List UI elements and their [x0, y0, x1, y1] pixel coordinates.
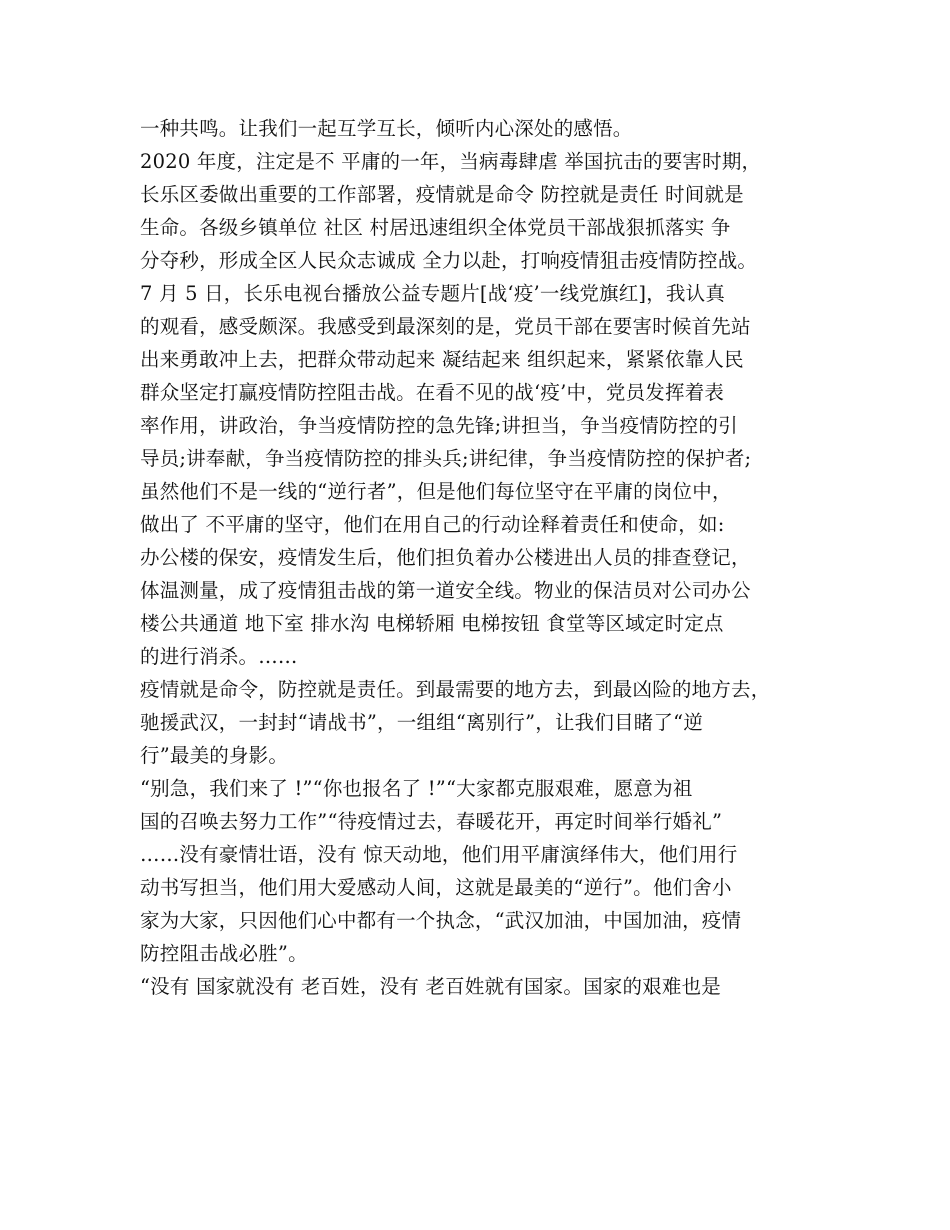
text-line: 导员;讲奉献，争当疫情防控的排头兵;讲纪律，争当疫情防控的保护者; [140, 447, 752, 470]
text-line: 防控阻击战必胜”。 [140, 942, 308, 965]
body-text [140, 112, 830, 1003]
text-line: “没有 国家就没有 老百姓，没有 老百姓就有国家。国家的艰难也是 [140, 975, 721, 998]
text-line: 群众坚定打赢疫情防控阻击战。在看不见的战‘疫’中，党员发挥着表 [140, 381, 725, 404]
text-line: 做出了 不平庸的坚守，他们在用自己的行动诠释着责任和使命，如: [140, 513, 725, 536]
text-line: 体温测量，成了疫情狙击战的第一道安全线。物业的保洁员对公司办公 [140, 579, 751, 602]
text-line: 办公楼的保安，疫情发生后，他们担负着办公楼进出人员的排查登记， [140, 546, 751, 569]
text-line: 率作用，讲政治，争当疫情防控的急先锋;讲担当，争当疫情防控的引 [140, 414, 738, 437]
text-line: 家为大家，只因他们心中都有一个执念，“武汉加油，中国加油，疫情 [140, 909, 742, 932]
text-line: 长乐区委做出重要的工作部署，疫情就是命令 防控就是责任 时间就是 [140, 183, 744, 206]
text-line: ……没有豪情壮语，没有 惊天动地，他们用平庸演绎伟大，他们用行 [140, 843, 738, 866]
text-line: 动书写担当，他们用大爱感动人间，这就是最美的“逆行”。他们舍小 [140, 876, 732, 899]
text-line: 分夺秒，形成全区人民众志诚成 全力以赴，打响疫情狙击疫情防控战。 [140, 249, 758, 272]
text-line: 国的召唤去努力工作”“待疫情过去，春暖花开，再定时间举行婚礼” [140, 810, 723, 833]
text-line: 楼公共通道 地下室 排水沟 电梯轿厢 电梯按钮 食堂等区域定时定点 [140, 612, 724, 635]
text-line: 行”最美的身影。 [140, 744, 289, 767]
text-line: 驰援武汉，一封封“请战书”，一组组“离别行”，让我们目睹了“逆 [140, 711, 704, 734]
text-line: 疫情就是命令，防控就是责任。到最需要的地方去，到最凶险的地方去， [140, 678, 771, 701]
text-line: 的观看，感受颇深。我感受到最深刻的是，党员干部在要害时候首先站 [140, 315, 751, 338]
text-line: 出来勇敢冲上去，把群众带动起来 凝结起来 组织起来，紧紧依靠人民 [140, 348, 744, 371]
text-line: 一种共鸣。让我们一起互学互长，倾听内心深处的感悟。 [140, 117, 633, 140]
text-line: 的进行消杀。…… [140, 645, 298, 668]
text-line: 生命。各级乡镇单位 社区 村居迅速组织全体党员干部战狠抓落实 争 [140, 216, 731, 239]
text-line: 7 月 5 日，长乐电视台播放公益专题片[战‘疫’一线党旗红]，我认真 [140, 282, 726, 305]
text-line: 2020 年度，注定是不 平庸的一年，当病毒肆虐 举国抗击的要害时期， [140, 150, 762, 173]
text-line: 虽然他们不是一线的“逆行者”，但是他们每位坚守在平庸的岗位中， [140, 480, 732, 503]
text-line: “别急，我们来了 !”“你也报名了 !”“大家都克服艰难，愿意为祖 [140, 777, 693, 800]
